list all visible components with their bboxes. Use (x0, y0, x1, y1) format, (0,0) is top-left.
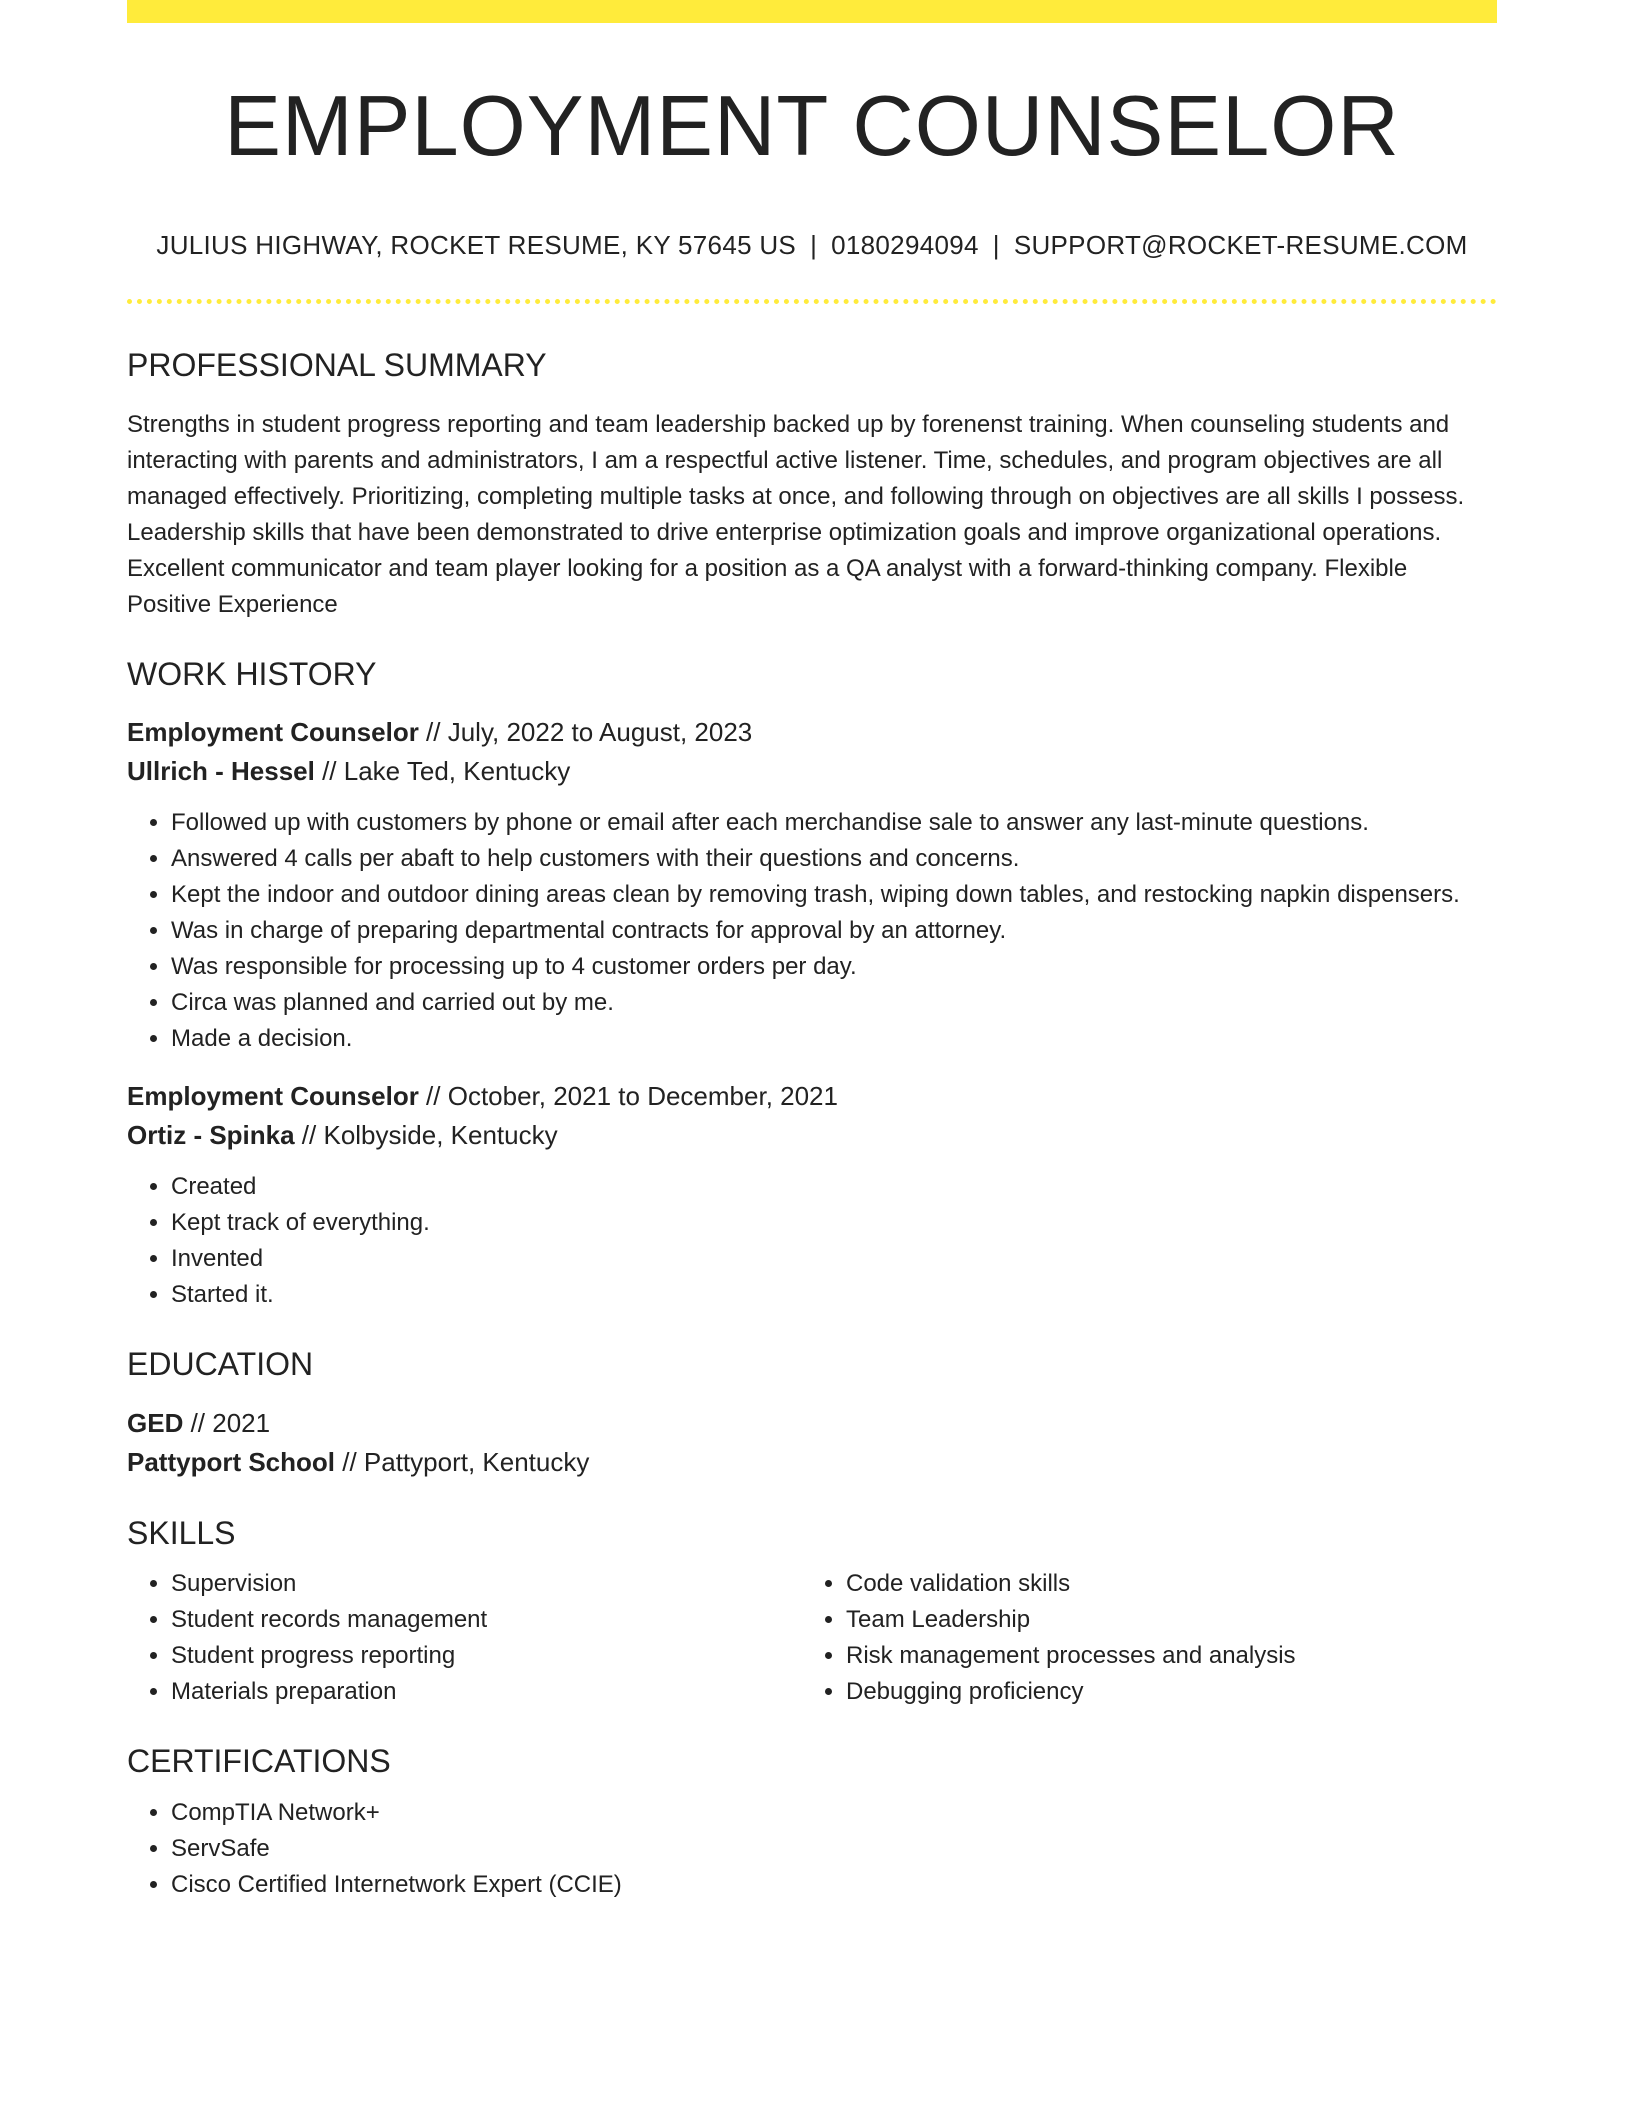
job-role: Employment Counselor (127, 717, 419, 748)
header-divider (127, 299, 1497, 304)
list-item: • Student records management (171, 1602, 802, 1638)
contact-line (127, 230, 1497, 261)
list-item: • Team Leadership (846, 1602, 1497, 1638)
list-item: • Risk management processes and analysis (846, 1638, 1497, 1674)
job-location: // Kolbyside, Kentucky (294, 1120, 558, 1151)
list-item: • Circa was planned and carried out by me. (171, 985, 1497, 1021)
education-degree: GED (127, 1407, 184, 1438)
education-location: // Pattyport, Kentucky (335, 1446, 590, 1477)
job-company: Ullrich - Hessel (127, 756, 315, 787)
certifications-title: CERTIFICATIONS (127, 1743, 391, 1780)
certifications-list (127, 1795, 1497, 1903)
work-history-title: WORK HISTORY (127, 656, 377, 693)
job-bullets (127, 805, 1497, 1057)
job-title-line (127, 1077, 1497, 1116)
contact-email: SUPPORT@ROCKET-RESUME.COM (1013, 229, 1468, 260)
list-item: • Student progress reporting (171, 1638, 802, 1674)
list-item: • Started it. (171, 1277, 1497, 1313)
contact-phone: 0180294094 (831, 229, 979, 260)
accent-bar (127, 0, 1497, 23)
job-role: Employment Counselor (127, 1081, 419, 1112)
contact-address: JULIUS HIGHWAY, ROCKET RESUME, KY 57645 US (156, 229, 797, 260)
job-entry (127, 713, 1497, 1057)
skills-title: SKILLS (127, 1514, 236, 1551)
resume-name: EMPLOYMENT COUNSELOR (224, 79, 1400, 174)
list-item: • Code validation skills (846, 1566, 1497, 1602)
job-company-line (127, 1116, 1497, 1155)
list-item: • CompTIA Network+ (171, 1795, 1497, 1831)
job-dates: // July, 2022 to August, 2023 (418, 717, 753, 748)
skills-column-2 (802, 1566, 1497, 1710)
list-item: • Made a decision. (171, 1021, 1497, 1057)
list-item: • Debugging proficiency (846, 1674, 1497, 1710)
list-item: • Was responsible for processing up to 4 customer orders per day. (171, 949, 1497, 985)
list-item: • Materials preparation (171, 1674, 802, 1710)
job-entry (127, 1077, 1497, 1313)
job-company-line (127, 752, 1497, 791)
list-item: • Kept the indoor and outdoor dining areas clean by removing trash, wiping down tables, and restocking napkin dispensers. (171, 877, 1497, 913)
skills-grid (127, 1566, 1497, 1710)
skills-column-1 (127, 1566, 802, 1710)
education-title: EDUCATION (127, 1346, 314, 1383)
list-item: • Answered 4 calls per abaft to help customers with their questions and concerns. (171, 841, 1497, 877)
education-degree-line (127, 1404, 1497, 1443)
education-school-line (127, 1443, 1497, 1482)
education-year: // 2021 (183, 1407, 271, 1438)
contact-separator: | (992, 229, 1000, 260)
resume-page (127, 0, 1497, 1903)
summary-title: PROFESSIONAL SUMMARY (127, 346, 547, 383)
education-school: Pattyport School (127, 1446, 336, 1477)
job-dates: // October, 2021 to December, 2021 (418, 1081, 838, 1112)
job-company: Ortiz - Spinka (127, 1120, 295, 1151)
contact-separator: | (810, 229, 818, 260)
job-title-line (127, 713, 1497, 752)
list-item: • ServSafe (171, 1831, 1497, 1867)
job-bullets (127, 1169, 1497, 1313)
list-item: • Invented (171, 1241, 1497, 1277)
job-location: // Lake Ted, Kentucky (314, 756, 571, 787)
list-item: • Cisco Certified Internetwork Expert (CCIE) (171, 1867, 1497, 1903)
list-item: • Created (171, 1169, 1497, 1205)
list-item: • Was in charge of preparing departmental contracts for approval by an attorney. (171, 913, 1497, 949)
list-item: • Kept track of everything. (171, 1205, 1497, 1241)
summary-text: Strengths in student progress reporting and team leadership backed up by forenenst training. When counseling students and interacting with parents and administrators, I am a respectful active listener. Time, schedules, and program objectives are all managed effectively. Prioritizing, completing multiple tasks at once, and following through on objectives are all skills I possess. Leadership skills that have been demonstrated to drive enterprise optimization goals and improve organizational operations. Excellent communicator and team player looking for a position as a QA analyst with a forward-thinking company. Flexible Positive Experience (127, 411, 1465, 619)
list-item: • Followed up with customers by phone or email after each merchandise sale to answer any last-minute questions. (171, 805, 1497, 841)
list-item: • Supervision (171, 1566, 802, 1602)
